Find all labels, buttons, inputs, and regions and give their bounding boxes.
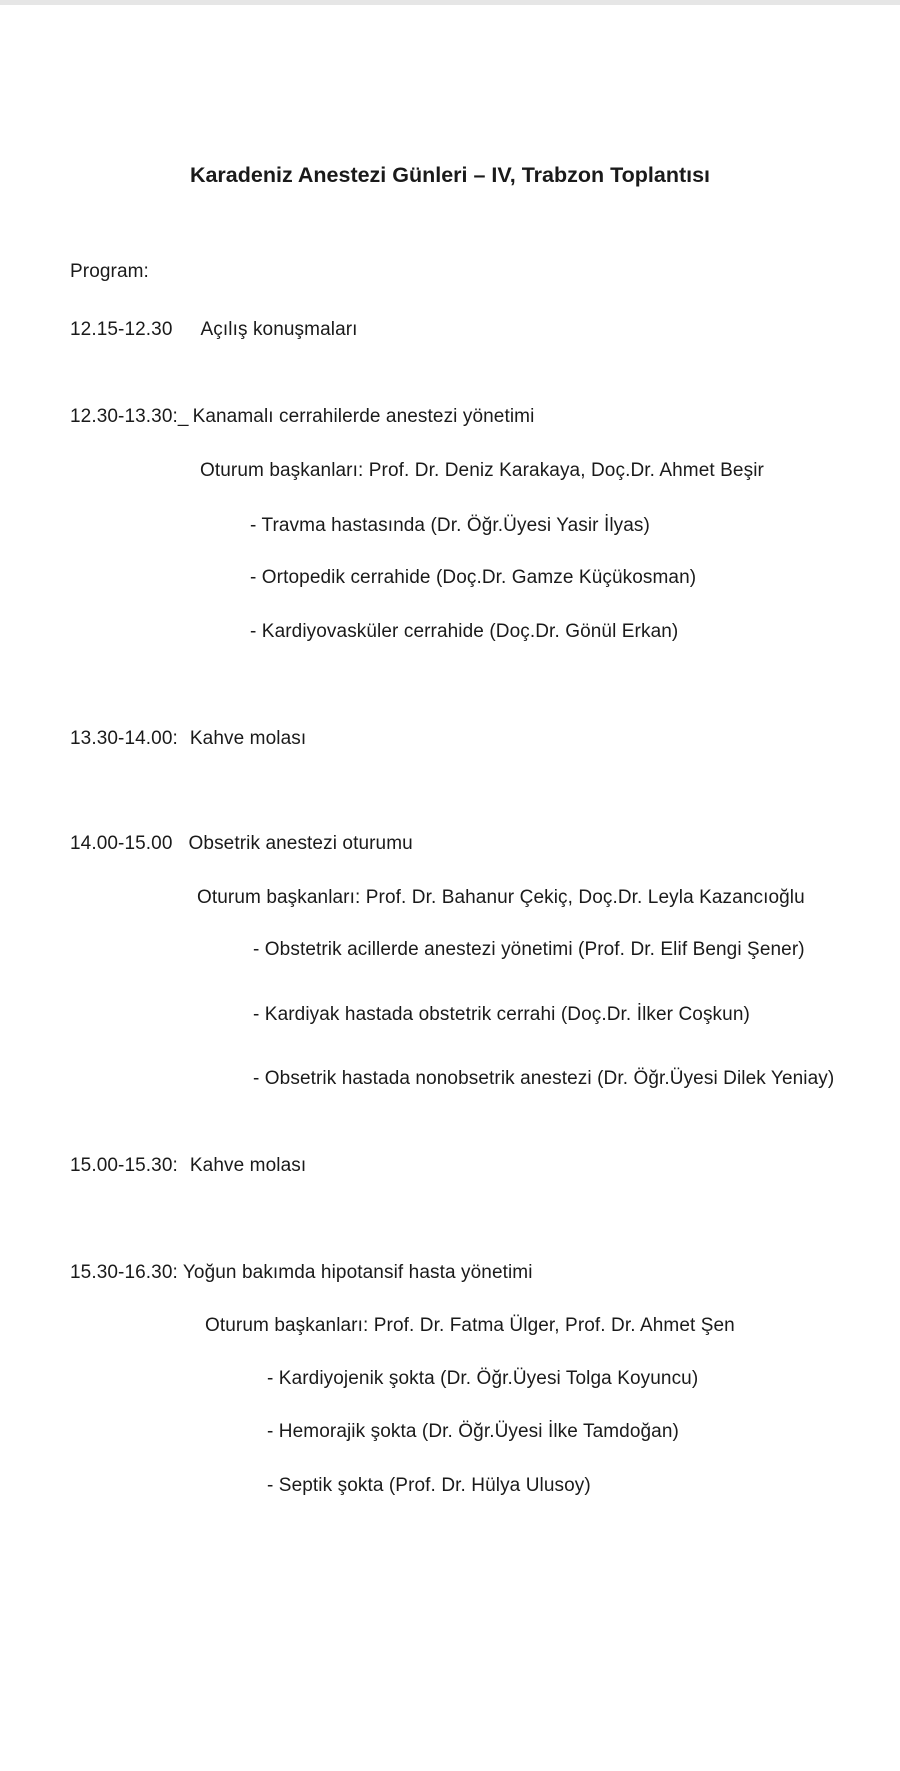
- talk-item: - Obstetrik acillerde anestezi yönetimi (Prof. Dr. Elif Bengi Şener): [253, 939, 805, 960]
- session-topic: Kahve molası: [189, 728, 307, 749]
- session-time: 12.15-12.30: [70, 319, 173, 340]
- talk-item: - Kardiyak hastada obstetrik cerrahi (Doç.Dr. İlker Coşkun): [253, 1004, 750, 1025]
- session-line: [70, 832, 413, 856]
- talk-item: - Travma hastasında (Dr. Öğr.Üyesi Yasir İlyas): [250, 515, 650, 536]
- session-time: 13.30-14.00:: [70, 728, 178, 749]
- session-topic: Kanamalı cerrahilerde anestezi yönetimi: [192, 406, 535, 427]
- session-line: [70, 1154, 306, 1178]
- session-time: 15.30-16.30:: [70, 1262, 178, 1283]
- session-topic: Obsetrik anestezi oturumu: [188, 833, 413, 854]
- talk-item: - Kardiyovasküler cerrahide (Doç.Dr. Gönül Erkan): [250, 621, 679, 642]
- session-line: [70, 1261, 533, 1285]
- session-topic: Yoğun bakımda hipotansif hasta yönetimi: [182, 1262, 533, 1283]
- session-chairs: Oturum başkanları: Prof. Dr. Fatma Ülger, Prof. Dr. Ahmet Şen: [205, 1315, 735, 1336]
- session-line: [70, 405, 534, 429]
- session-chairs: Oturum başkanları: Prof. Dr. Bahanur Çekiç, Doç.Dr. Leyla Kazancıoğlu: [197, 887, 805, 908]
- session-time: 15.00-15.30:: [70, 1155, 178, 1176]
- session-line: [70, 318, 358, 342]
- session-time: 12.30-13.30:_: [70, 406, 189, 427]
- session-chairs: Oturum başkanları: Prof. Dr. Deniz Karakaya, Doç.Dr. Ahmet Beşir: [200, 460, 764, 481]
- talk-item: - Septik şokta (Prof. Dr. Hülya Ulusoy): [267, 1475, 591, 1496]
- document-title: Karadeniz Anestezi Günleri – IV, Trabzon Toplantısı: [189, 163, 711, 187]
- talk-item: - Ortopedik cerrahide (Doç.Dr. Gamze Küçükosman): [250, 567, 697, 588]
- session-topic: Açılış konuşmaları: [200, 319, 358, 340]
- program-label: Program:: [70, 261, 149, 282]
- session-time: 14.00-15.00: [70, 833, 173, 854]
- session-topic: Kahve molası: [189, 1155, 307, 1176]
- talk-item: - Obsetrik hastada nonobsetrik anestezi (Dr. Öğr.Üyesi Dilek Yeniay): [253, 1068, 835, 1089]
- talk-item: - Kardiyojenik şokta (Dr. Öğr.Üyesi Tolga Koyuncu): [267, 1368, 699, 1389]
- session-line: [70, 727, 306, 751]
- talk-item: - Hemorajik şokta (Dr. Öğr.Üyesi İlke Tamdoğan): [267, 1421, 679, 1442]
